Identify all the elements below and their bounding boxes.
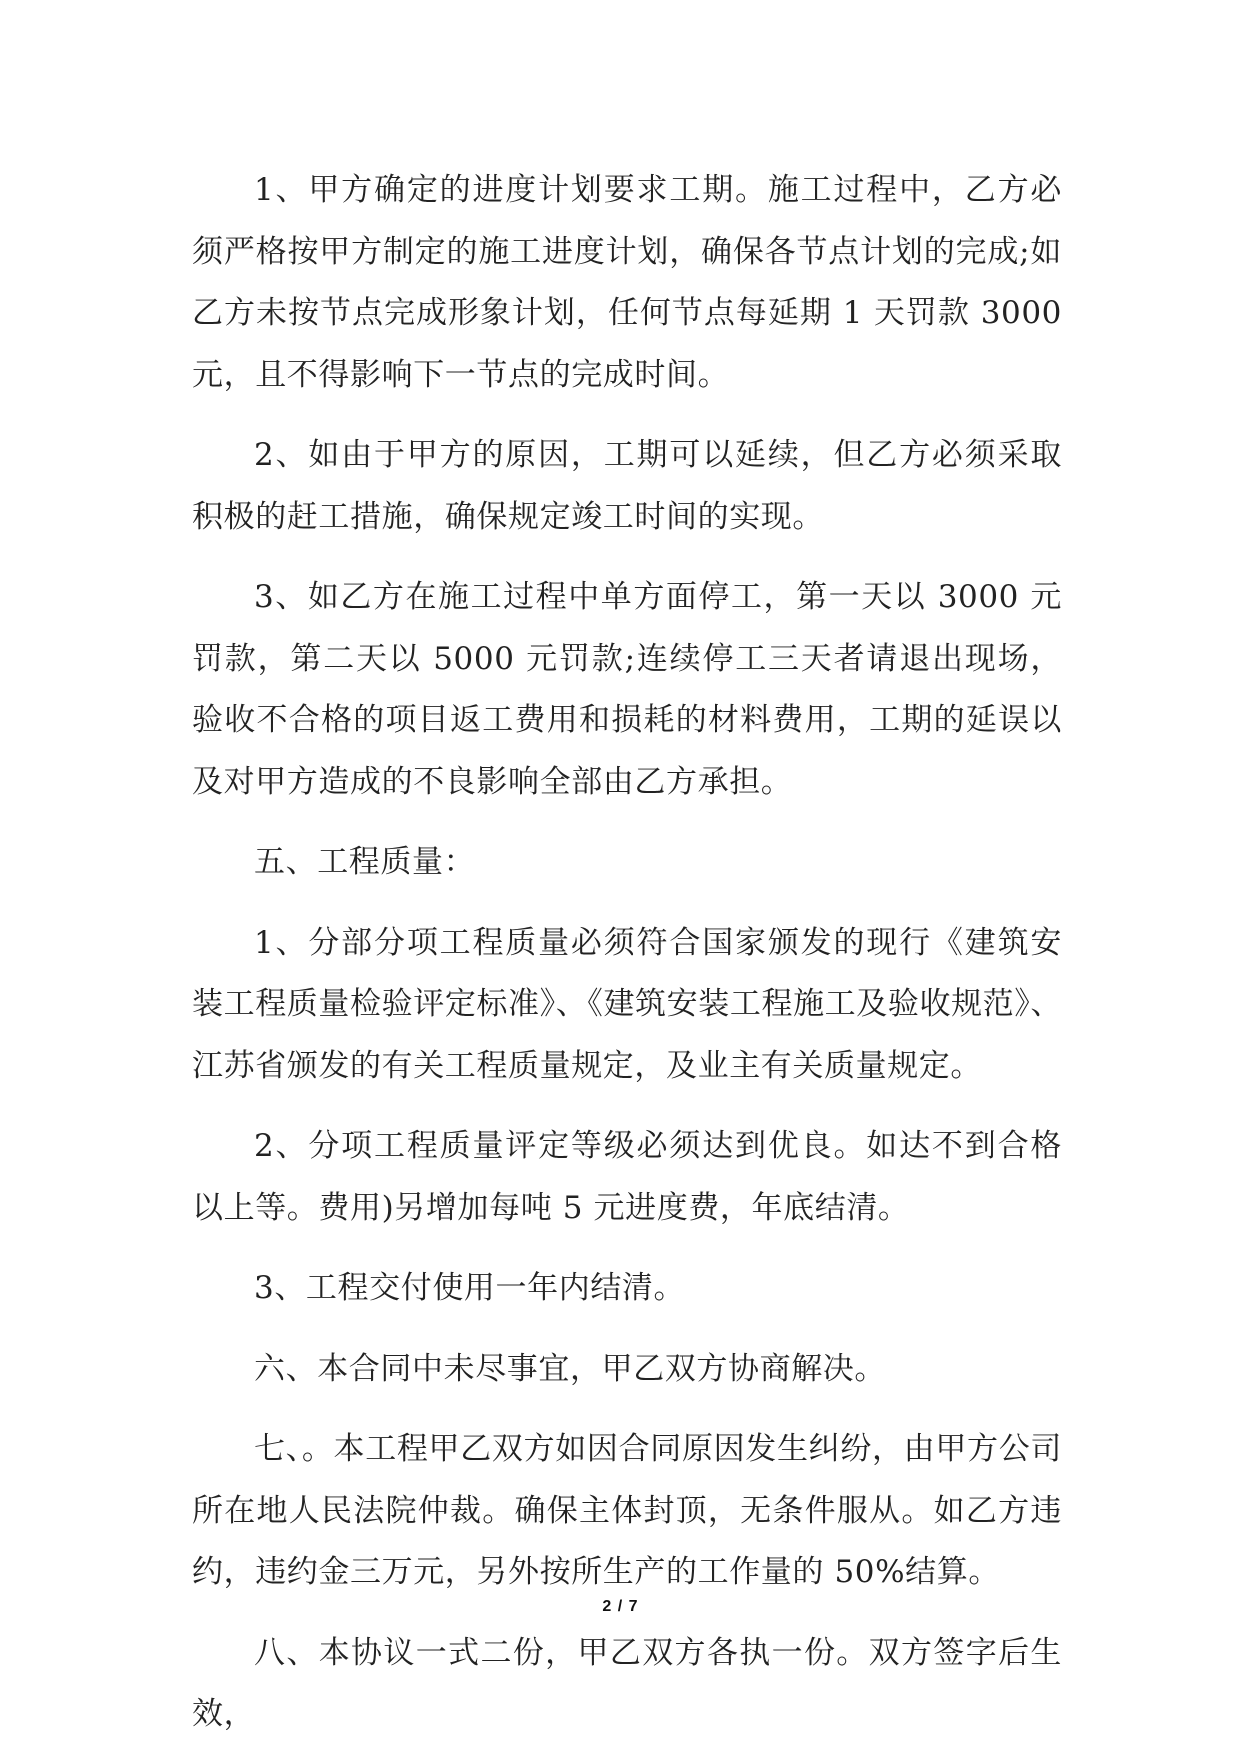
paragraph-schedule-requirement: 1、甲方确定的进度计划要求工期。施工过程中，乙方必须严格按甲方制定的施工进度计划，确保各节点计划的完成;如乙方未按节点完成形象计划，任何节点每延期 1 天罚款 3000 元，且不得影响下一节点的完成时间。 bbox=[192, 172, 1062, 393]
page-number: 2 / 7 bbox=[602, 1598, 639, 1615]
paragraph-quality-grade: 2、分项工程质量评定等级必须达到优良。如达不到合格以上等。费用)另增加每吨 5 元进度费，年底结清。 bbox=[192, 1128, 1062, 1226]
paragraph-work-stoppage-penalty: 3、如乙方在施工过程中单方面停工，第一天以 3000 元罚款，第二天以 5000 元罚款;连续停工三天者请退出现场，验收不合格的项目返工费用和损耗的材料费用，工期的延误以及对甲方造成的不良影响全部由乙方承担。 bbox=[192, 579, 1062, 800]
paragraph-settlement: 3、工程交付使用一年内结清。 bbox=[254, 1270, 686, 1306]
section-heading-quality: 五、工程质量： bbox=[254, 844, 476, 880]
section-dispute-resolution: 七、。本工程甲乙双方如因合同原因发生纠纷，由甲方公司所在地人民法院仲裁。确保主体封顶，无条件服从。如乙方违约，违约金三万元，另外按所生产的工作量的 50%结算。 bbox=[192, 1431, 1062, 1590]
paragraph-schedule-extension: 2、如由于甲方的原因，工期可以延续，但乙方必须采取积极的赶工措施，确保规定竣工时间的实现。 bbox=[192, 437, 1062, 535]
section-unresolved-matters: 六、本合同中未尽事宜，甲乙双方协商解决。 bbox=[254, 1350, 886, 1387]
section-copies: 八、本协议一式二份，甲乙双方各执一份。双方签字后生效， bbox=[192, 1634, 1062, 1732]
document-body bbox=[192, 160, 1062, 1746]
paragraph-quality-standards: 1、分部分项工程质量必须符合国家颁发的现行《建筑安装工程质量检验评定标准》、《建筑安装工程施工及验收规范》、江苏省颁发的有关工程质量规定，及业主有关质量规定。 bbox=[192, 924, 1062, 1084]
